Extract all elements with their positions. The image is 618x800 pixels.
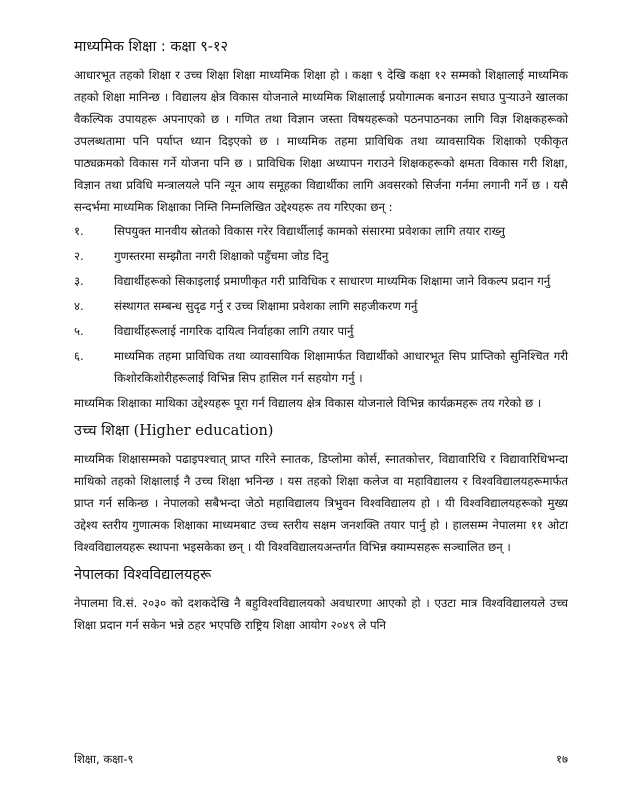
list-text: संस्थागत सम्बन्ध सुदृढ गर्नु र उच्च शिक्षामा प्रवेशका लागि सहजीकरण गर्नु	[114, 299, 418, 313]
list-number: ४.	[74, 299, 84, 313]
list-text: माध्यमिक तहमा प्राविधिक तथा व्यावसायिक शिक्षामार्फत विद्यार्थीको आधारभूत सिप प्राप्तिको सुनिश्चित गरी किशोरकिशोरीहरूलाई विभिन्न सिप हासिल गर्न सहयोग गर्नु ।	[114, 349, 568, 385]
list-text: सिपयुक्त मानवीय स्रोतको विकास गरेर विद्यार्थीलाई कामको संसारमा प्रवेशका लागि तयार राख्नु	[114, 224, 505, 238]
section-heading: नेपालका विश्वविद्यालयहरू	[74, 567, 212, 583]
section-universities	[74, 564, 568, 636]
heading-nepali: उच्च शिक्षा	[74, 423, 129, 439]
list-item	[74, 320, 568, 342]
footer-book-title: शिक्षा, कक्षा-९	[74, 752, 134, 766]
list-number: ६.	[74, 349, 84, 363]
list-item	[74, 220, 568, 242]
list-number: २.	[74, 249, 84, 263]
section-higher-education	[74, 420, 568, 558]
heading-english: (Higher education)	[133, 423, 274, 439]
objectives-list	[74, 220, 568, 389]
section-closing: माध्यमिक शिक्षाका माथिका उद्देश्यहरू पूरा गर्न विद्यालय क्षेत्र विकास योजनाले विभिन्न कार्यक्रमहरू तय गरेको छ ।	[74, 396, 542, 410]
list-item	[74, 270, 568, 292]
list-number: ३.	[74, 274, 84, 288]
page-number: १७	[556, 752, 568, 766]
section-intro: आधारभूत तहको शिक्षा र उच्च शिक्षा शिक्षा माध्यमिक शिक्षा हो । कक्षा ९ देखि कक्षा १२ सम्मको शिक्षालाई माध्यमिक तहको शिक्षा मानिन्छ । विद्यालय क्षेत्र विकास योजनाले माध्यमिक शिक्षालाई प्रयोगात्मक बनाउन सघाउ पुऱ्याउने खालका वैकल्पिक उपायहरू अपनाएको छ । गणित तथा विज्ञान जस्ता विषयहरूको पठनपाठनका लागि विज्ञ शिक्षकहरूको उपलब्धतामा पनि पर्याप्त ध्यान दिइएको छ । माध्यमिक तहमा प्राविधिक तथा व्यावसायिक शिक्षाको एकीकृत पाठ्यक्रमको विकास गर्ने योजना पनि छ । प्राविधिक शिक्षा अध्यापन गराउने शिक्षकहरूको क्षमता विकास गरी शिक्षा, विज्ञान तथा प्रविधि मन्त्रालयले पनि न्यून आय समूहका विद्यार्थीका लागि अवसरको सिर्जना गर्नमा लगानी गर्ने छ । यसै सन्दर्भमा माध्यमिक शिक्षाका निम्ति निम्नलिखित उद्देश्यहरू तय गरिएका छन् :	[74, 68, 568, 214]
page-footer	[74, 752, 568, 767]
list-number: ५.	[74, 324, 84, 338]
section-heading	[74, 420, 568, 442]
list-text: विद्यार्थीहरूको सिकाइलाई प्रमाणीकृत गरी प्राविधिक र साधारण माध्यमिक शिक्षामा जाने विकल्प प्रदान गर्नु	[114, 274, 551, 288]
page-content	[74, 36, 568, 636]
list-item	[74, 345, 568, 389]
section-body: नेपालमा वि.सं. २०३० को दशकदेखि नै बहुविश्वविद्यालयको अवधारणा आएको हो । एउटा मात्र विश्वविद्यालयले उच्च शिक्षा प्रदान गर्न सकेन भन्ने ठहर भएपछि राष्ट्रिय शिक्षा आयोग २०४९ ले पनि	[74, 596, 568, 632]
list-number: १.	[74, 224, 84, 238]
list-item	[74, 245, 568, 267]
list-text: गुणस्तरमा सम्झौता नगरी शिक्षाको पहुँचमा जोड दिनु	[114, 249, 329, 263]
list-item	[74, 295, 568, 317]
list-text: विद्यार्थीहरूलाई नागरिक दायित्व निर्वाहका लागि तयार पार्नु	[114, 324, 354, 338]
section-heading: माध्यमिक शिक्षा : कक्षा ९-१२	[74, 39, 229, 55]
section-body: माध्यमिक शिक्षासम्मको पढाइपश्चात् प्राप्त गरिने स्नातक, डिप्लोमा कोर्स, स्नातकोत्तर, विद्यावारिधि र विद्यावारिधिभन्दा माथिको तहको शिक्षालाई नै उच्च शिक्षा भनिन्छ । यस तहको शिक्षा कलेज वा महाविद्यालय र विश्वविद्यालयहरूमार्फत प्राप्त गर्न सकिन्छ । नेपालको सबैभन्दा जेठो महाविद्यालय त्रिभुवन विश्वविद्यालय हो । यी विश्वविद्यालयहरूको मुख्य उद्देश्य स्तरीय गुणात्मक शिक्षाका माध्यमबाट उच्च स्तरीय सक्षम जनशक्ति तयार पार्नु हो । हालसम्म नेपालमा ११ ओटा विश्वविद्यालयहरू स्थापना भइसकेका छन् । यी विश्वविद्यालयअन्तर्गत विभिन्न क्याम्पसहरू सञ्चालित छन् ।	[74, 452, 568, 554]
section-secondary-education	[74, 36, 568, 414]
